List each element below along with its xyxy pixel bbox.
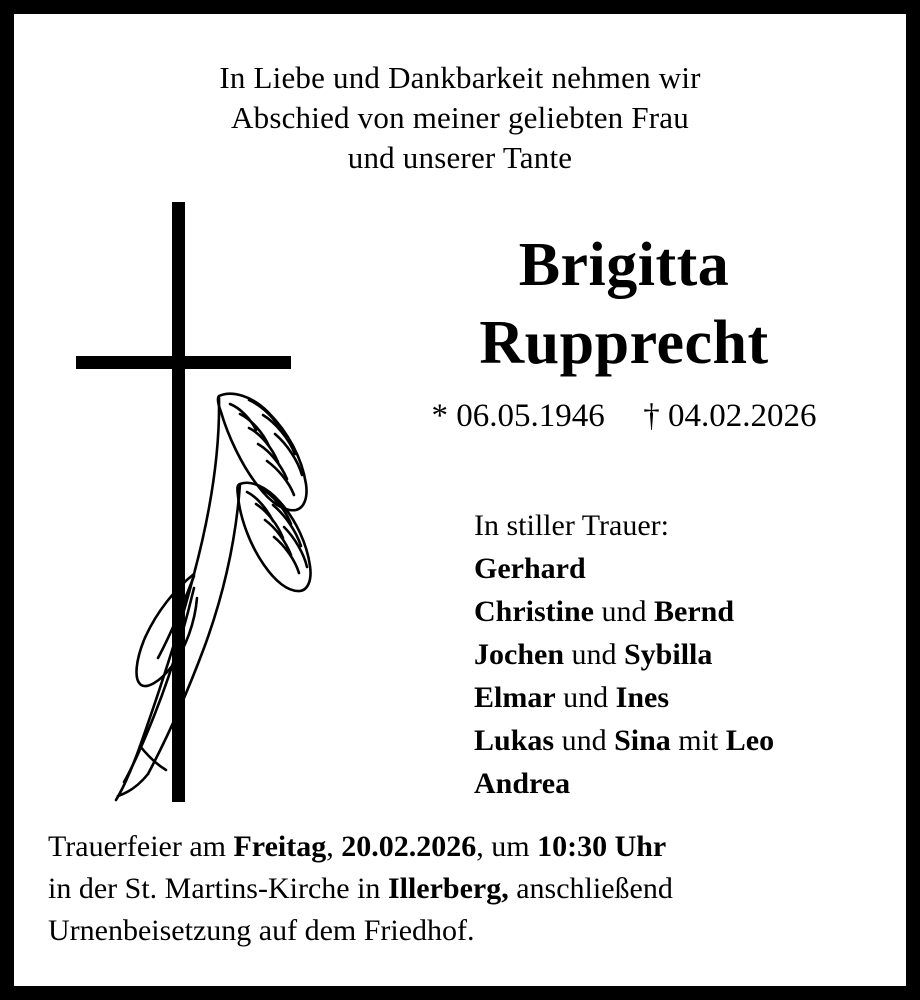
birth-date: 06.05.1946: [456, 398, 605, 434]
mourner-conjunction: und: [601, 595, 647, 628]
service-line-1: [48, 826, 882, 868]
first-name: Brigitta: [518, 231, 730, 299]
mourner-name: Jochen: [474, 638, 564, 671]
deceased-name-block: [344, 226, 904, 436]
intro-line-1: In Liebe und Dankbarkeit nehmen wir: [219, 60, 701, 95]
mourner-name: Andrea: [474, 767, 571, 800]
mourner-name: Leo: [725, 724, 775, 757]
death-date: 04.02.2026: [668, 398, 817, 434]
mourner-name: Elmar: [474, 681, 556, 714]
service-details: [48, 826, 882, 952]
service-text: ,: [326, 830, 342, 863]
mourner-name: Gerhard: [474, 552, 586, 585]
mourner-conjunction: und: [563, 681, 609, 714]
mourners-block: [474, 504, 904, 805]
mourner-conjunction: und: [571, 638, 617, 671]
mourner-name: Bernd: [654, 595, 735, 628]
intro-line-2: Abschied von meiner geliebten Frau: [231, 100, 689, 135]
service-location: Illerberg,: [387, 872, 509, 905]
mourner-row: [474, 633, 904, 676]
service-text: , um: [476, 830, 538, 863]
mourner-name: Christine: [474, 595, 594, 628]
life-dates: [344, 396, 904, 436]
mourner-name: Lukas: [474, 724, 555, 757]
intro-line-3: und unserer Tante: [347, 140, 573, 175]
mourners-heading: In stiller Trauer:: [474, 509, 669, 542]
mourner-row: [474, 719, 904, 762]
mourner-row: [474, 547, 904, 590]
service-line-3: Urnenbeisetzung auf dem Friedhof.: [48, 914, 475, 947]
death-symbol: †: [643, 398, 660, 434]
mourner-name: Sybilla: [624, 638, 713, 671]
service-date: 20.02.2026: [341, 830, 477, 863]
obituary-inner-frame: [14, 14, 906, 986]
cross-with-wheat-illustration: [44, 184, 334, 824]
mourner-conjunction-2: mit: [678, 724, 719, 757]
mourner-name: Ines: [615, 681, 670, 714]
mourner-row: [474, 762, 904, 805]
birth-symbol: *: [431, 398, 448, 434]
mourner-conjunction: und: [561, 724, 607, 757]
mourner-name: Sina: [614, 724, 671, 757]
service-weekday: Freitag: [233, 830, 327, 863]
service-text: Trauerfeier am: [48, 830, 234, 863]
service-text: anschließend: [508, 872, 673, 905]
intro-text: [14, 58, 906, 178]
mourner-row: [474, 590, 904, 633]
service-line-2: [48, 868, 882, 910]
mourner-row: [474, 676, 904, 719]
last-name: Rupprecht: [479, 309, 769, 377]
service-text: in der St. Martins-Kirche in: [48, 872, 388, 905]
service-time: 10:30 Uhr: [537, 830, 667, 863]
